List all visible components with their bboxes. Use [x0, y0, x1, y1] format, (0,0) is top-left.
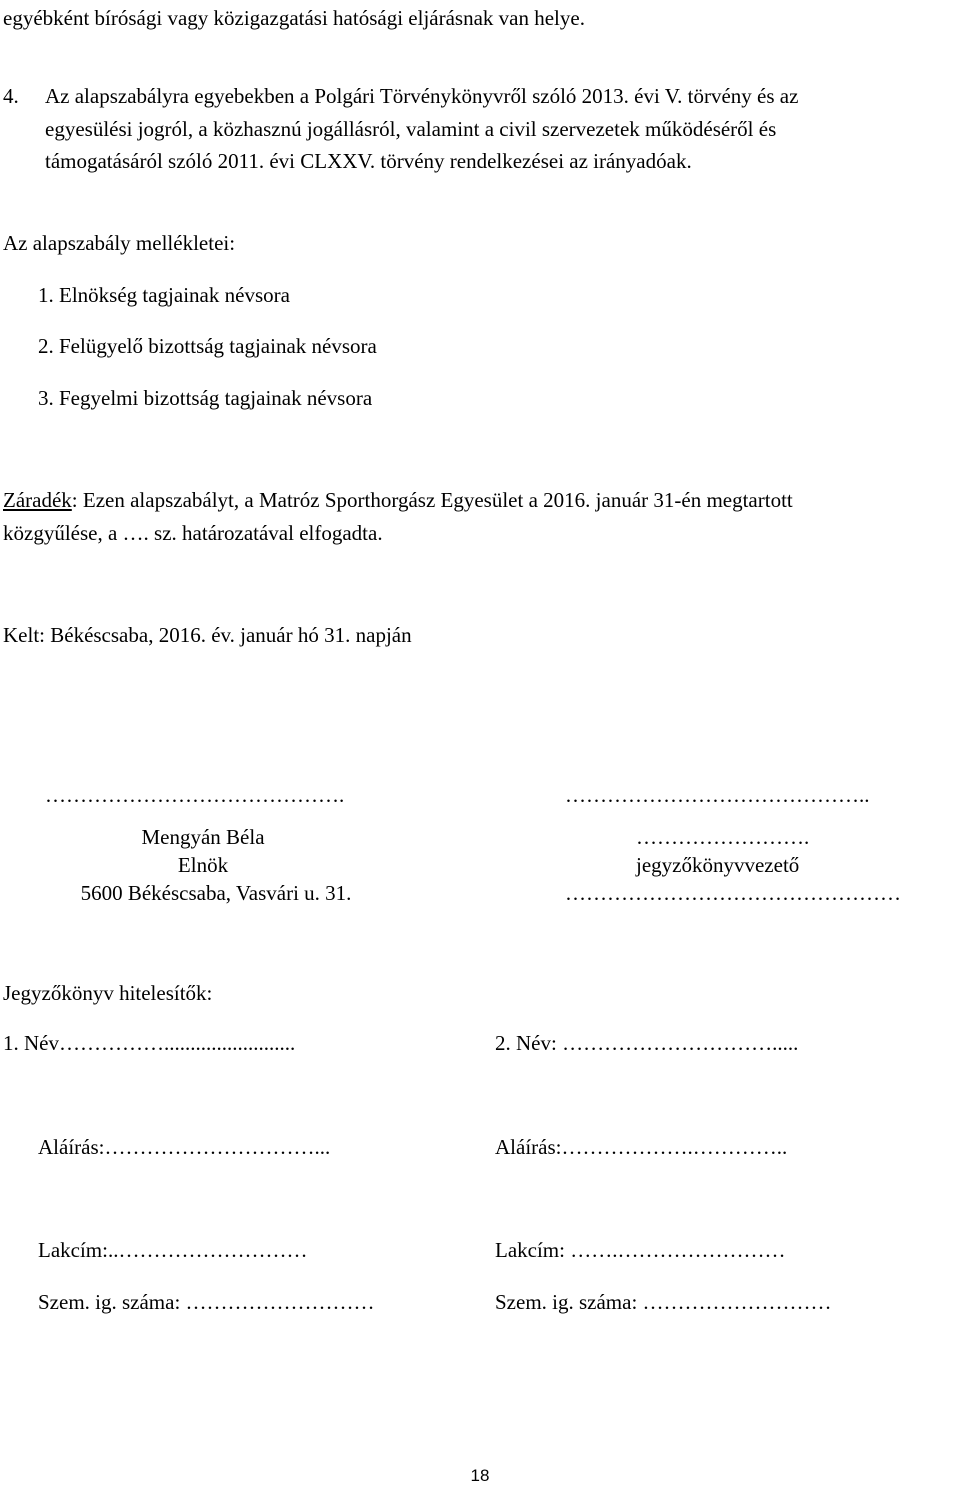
recorder-title: jegyzőkönyvvezető [636, 853, 800, 877]
chairman-address: 5600 Békéscsaba, Vasvári u. 31. [80, 881, 352, 905]
annexes-heading: Az alapszabály mellékletei: [3, 231, 236, 255]
signature-line-left: ……………………………………. [45, 783, 345, 807]
dated-line: Kelt: Békéscsaba, 2016. év. január hó 31. napján [3, 623, 412, 647]
authenticator-2-name: 2. Név: …………………………..... [495, 1031, 799, 1055]
annex-item: 2. Felügyelő bizottság tagjainak névsora [38, 334, 377, 358]
paragraph-continuation: egyébként bírósági vagy közigazgatási hatósági eljárásnak van helye. [3, 6, 585, 30]
annex-item: 3. Fegyelmi bizottság tagjainak névsora [38, 386, 373, 410]
item-4-number: 4. [3, 84, 19, 108]
authenticator-1-id-number: Szem. ig. száma: ……………………… [38, 1290, 375, 1314]
page-number: 18 [470, 1466, 490, 1485]
item-4-line: Az alapszabályra egyebekben a Polgári Törvénykönyvről szóló 2013. évi V. törvény és az [45, 84, 799, 108]
authenticator-1-signature: Aláírás:…………………………... [38, 1135, 331, 1159]
authenticators-heading: Jegyzőkönyv hitelesítők: [3, 981, 213, 1005]
clause-text: : Ezen alapszabályt, a Matróz Sporthorgász Egyesület a 2016. január 31-én megtartott [71, 488, 793, 512]
authenticator-1-name: 1. Név……………......................... [3, 1031, 296, 1055]
clause-label: Záradék [3, 488, 72, 512]
authenticator-2-id-number: Szem. ig. száma: ……………………… [495, 1290, 832, 1314]
item-4-line: egyesülési jogról, a közhasznú jogállásról, valamint a civil szervezetek működéséről és [45, 117, 777, 141]
signature-line-right: …………………………………….. [565, 783, 870, 807]
authenticator-1-address: Lakcím:..……………………… [38, 1238, 308, 1262]
chairman-title: Elnök [177, 853, 229, 877]
clause-line [3, 487, 793, 513]
recorder-dots: ………………………………………… [565, 881, 901, 905]
annex-item: 1. Elnökség tagjainak névsora [38, 283, 290, 307]
clause-line: közgyűlése, a …. sz. határozatával elfogadta. [3, 521, 383, 545]
authenticator-2-signature: Aláírás:……………….………….. [495, 1135, 788, 1159]
recorder-name-dots: ……………………. [636, 825, 810, 849]
item-4-line: támogatásáról szóló 2011. évi CLXXV. törvény rendelkezései az irányadóak. [45, 149, 692, 173]
authenticator-2-address: Lakcím: …….…………………… [495, 1238, 786, 1262]
chairman-name: Mengyán Béla [141, 825, 265, 849]
